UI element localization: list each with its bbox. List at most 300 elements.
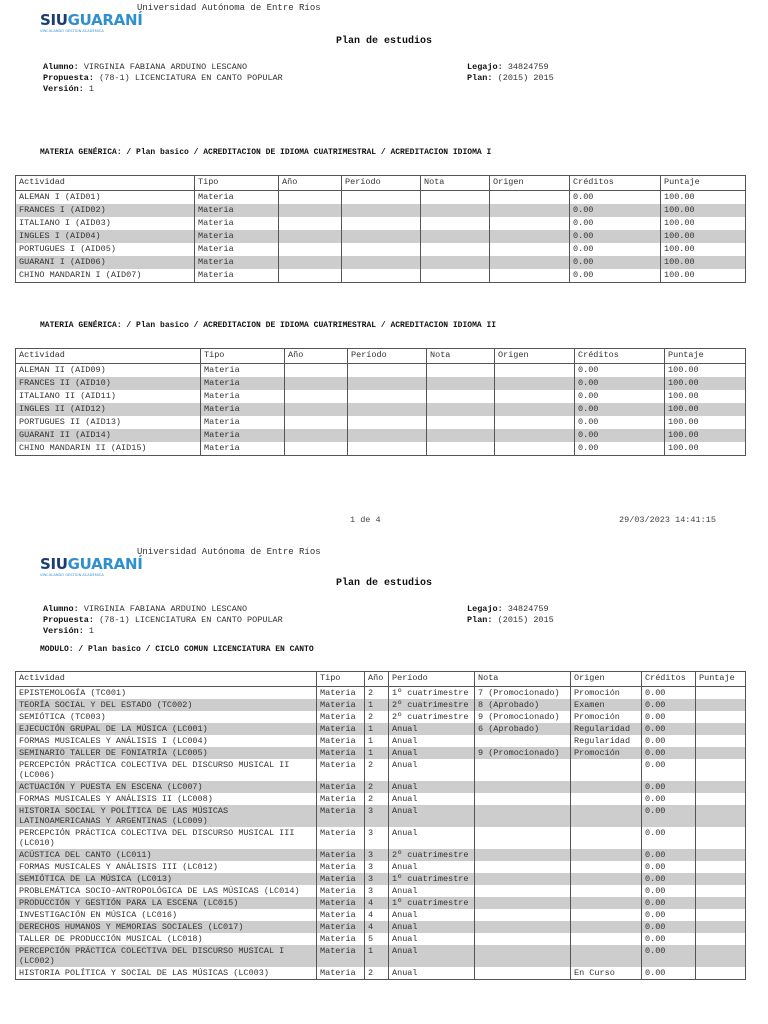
table-row — [16, 759, 746, 781]
section-title-modulo: MODULO: / Plan basico / CICLO COMUN LICENCIATURA EN CANTO — [40, 645, 314, 654]
cell-creditos: 0.00 — [575, 416, 665, 429]
column-header-origen: Origen — [495, 349, 575, 364]
cell-creditos: 0.00 — [575, 377, 665, 390]
cell-puntaje: 100.00 — [661, 256, 746, 269]
cell-nota — [475, 735, 571, 747]
cell-nota — [475, 781, 571, 793]
cell-nota — [475, 897, 571, 909]
cell-puntaje: 100.00 — [665, 364, 746, 378]
table-row — [16, 230, 746, 243]
table-row — [16, 885, 746, 897]
section-title-idioma-2: MATERIA GENÉRICA: / Plan basico / ACREDITACION DE IDIOMA CUATRIMESTRAL / ACREDITACION IDIOMA II — [40, 321, 497, 330]
cell-anio — [285, 390, 348, 403]
table-row — [16, 945, 746, 967]
cell-nota — [427, 429, 495, 442]
logo-guarani-text: GUARANÍ — [67, 555, 143, 573]
cell-creditos: 0.00 — [570, 230, 661, 243]
cell-anio — [279, 256, 342, 269]
cell-periodo — [348, 364, 427, 378]
cell-nota — [475, 793, 571, 805]
page-title: Plan de estudios — [335, 36, 432, 47]
cell-tipo: Materia — [201, 442, 285, 456]
table-row — [16, 793, 746, 805]
cell-creditos: 0.00 — [642, 909, 696, 921]
cell-periodo — [342, 269, 421, 283]
column-header-creditos: Créditos — [575, 349, 665, 364]
university-name: Universidad Autónoma de Entre Ríos — [137, 3, 321, 13]
cell-nota — [421, 269, 490, 283]
cell-origen — [490, 256, 570, 269]
cell-tipo: Materia — [201, 390, 285, 403]
cell-tipo: Materia — [317, 849, 365, 861]
version-label: Versión: — [43, 84, 84, 94]
cell-periodo — [342, 191, 421, 205]
cell-tipo: Materia — [195, 204, 279, 217]
cell-activity: CHINO MANDARIN II (AID15) — [16, 442, 201, 456]
cell-creditos: 0.00 — [575, 429, 665, 442]
table-row — [16, 921, 746, 933]
cell-activity: SEMIÓTICA (TC003) — [16, 711, 317, 723]
cell-periodo: 1º cuatrimestre — [389, 873, 475, 885]
cell-tipo: Materia — [317, 747, 365, 759]
cell-periodo — [342, 256, 421, 269]
column-header-tipo: Tipo — [317, 672, 365, 687]
siu-guarani-logo — [40, 11, 143, 33]
cell-origen — [571, 909, 642, 921]
cell-creditos: 0.00 — [570, 191, 661, 205]
cell-tipo: Materia — [317, 805, 365, 827]
propuesta-label: Propuesta: — [43, 615, 95, 625]
cell-origen — [571, 759, 642, 781]
logo-tagline: VINCULANDO GESTIÓN ACADÉMICA — [40, 29, 104, 33]
cell-activity: PERCEPCIÓN PRÁCTICA COLECTIVA DEL DISCURSO MUSICAL I (LC002) — [16, 945, 317, 967]
table-row — [16, 687, 746, 700]
cell-periodo: Anual — [389, 885, 475, 897]
table-row — [16, 204, 746, 217]
cell-creditos: 0.00 — [642, 793, 696, 805]
legajo-value: 34824759 — [507, 604, 549, 614]
cell-puntaje — [696, 711, 746, 723]
cell-anio: 1 — [365, 747, 389, 759]
cell-anio — [279, 269, 342, 283]
table-row — [16, 364, 746, 378]
cell-nota — [421, 217, 490, 230]
table-row — [16, 699, 746, 711]
cell-nota — [427, 364, 495, 378]
cell-creditos: 0.00 — [642, 897, 696, 909]
cell-puntaje — [696, 793, 746, 805]
table-row — [16, 256, 746, 269]
cell-puntaje — [696, 921, 746, 933]
cell-nota — [475, 759, 571, 781]
table-row — [16, 933, 746, 945]
cell-anio: 3 — [365, 885, 389, 897]
cell-tipo: Materia — [317, 687, 365, 700]
cell-tipo: Materia — [317, 759, 365, 781]
cell-creditos: 0.00 — [570, 256, 661, 269]
propuesta-value: (78-1) LICENCIATURA EN CANTO POPULAR — [99, 615, 283, 625]
logo-siu-text: SIU — [40, 11, 68, 29]
table-header-row — [16, 349, 746, 364]
table-header-row — [16, 672, 746, 687]
cell-nota — [475, 849, 571, 861]
cell-creditos: 0.00 — [642, 921, 696, 933]
logo-siu-text: SIU — [40, 555, 68, 573]
cell-anio: 4 — [365, 897, 389, 909]
cell-tipo: Materia — [201, 403, 285, 416]
cell-periodo: 2º cuatrimestre — [389, 849, 475, 861]
column-header-activity: Actividad — [16, 176, 195, 191]
page-number: 1 de 4 — [350, 515, 381, 525]
cell-puntaje: 100.00 — [665, 416, 746, 429]
cell-anio: 2 — [365, 793, 389, 805]
column-header-nota: Nota — [427, 349, 495, 364]
cell-creditos: 0.00 — [642, 747, 696, 759]
cell-tipo: Materia — [201, 364, 285, 378]
version-value: 1 — [88, 626, 95, 636]
cell-creditos: 0.00 — [642, 711, 696, 723]
legajo-label: Legajo: — [467, 62, 503, 72]
cell-origen — [495, 377, 575, 390]
cell-tipo: Materia — [317, 735, 365, 747]
cell-activity: ITALIANO II (AID11) — [16, 390, 201, 403]
alumno-label: Alumno: — [43, 62, 79, 72]
plan-label: Plan: — [467, 615, 493, 625]
cell-tipo: Materia — [195, 269, 279, 283]
cell-creditos: 0.00 — [575, 390, 665, 403]
cell-puntaje — [696, 933, 746, 945]
print-datetime: 29/03/2023 14:41:15 — [619, 515, 716, 525]
cell-origen — [571, 849, 642, 861]
cell-activity: SEMINARIO TALLER DE FONIATRÍA (LC005) — [16, 747, 317, 759]
cell-periodo: Anual — [389, 921, 475, 933]
section-title-idioma-1: MATERIA GENÉRICA: / Plan basico / ACREDITACION DE IDIOMA CUATRIMESTRAL / ACREDITACION IDIOMA I — [40, 148, 492, 157]
cell-nota — [421, 243, 490, 256]
cell-tipo: Materia — [317, 945, 365, 967]
cell-origen: En Curso — [571, 967, 642, 980]
cell-anio — [279, 243, 342, 256]
cell-creditos: 0.00 — [642, 699, 696, 711]
cell-puntaje: 100.00 — [665, 429, 746, 442]
cell-activity: GUARANI II (AID14) — [16, 429, 201, 442]
cell-activity: EJECUCIÓN GRUPAL DE LA MÚSICA (LC001) — [16, 723, 317, 735]
propuesta-label: Propuesta: — [43, 73, 95, 83]
siu-guarani-logo — [40, 555, 143, 577]
cell-origen — [571, 945, 642, 967]
cell-origen — [490, 269, 570, 283]
column-header-origen: Origen — [571, 672, 642, 687]
legajo-value: 34824759 — [507, 62, 549, 72]
cell-puntaje — [696, 735, 746, 747]
table-row — [16, 723, 746, 735]
cell-nota — [427, 403, 495, 416]
cell-puntaje — [696, 723, 746, 735]
column-header-origen: Origen — [490, 176, 570, 191]
cell-creditos: 0.00 — [642, 827, 696, 849]
cell-tipo: Materia — [195, 230, 279, 243]
cell-tipo: Materia — [317, 723, 365, 735]
cell-nota: 7 (Promocionado) — [475, 687, 571, 700]
cell-nota: 9 (Promocionado) — [475, 711, 571, 723]
table-ciclo-comun — [15, 671, 746, 980]
column-header-nota: Nota — [421, 176, 490, 191]
table-row — [16, 269, 746, 283]
column-header-puntaje: Puntaje — [665, 349, 746, 364]
cell-tipo: Materia — [201, 377, 285, 390]
cell-periodo — [348, 403, 427, 416]
table-row — [16, 735, 746, 747]
column-header-puntaje: Puntaje — [661, 176, 746, 191]
cell-activity: ALEMAN I (AID01) — [16, 191, 195, 205]
cell-anio: 3 — [365, 861, 389, 873]
cell-creditos: 0.00 — [642, 933, 696, 945]
cell-tipo: Materia — [195, 243, 279, 256]
cell-tipo: Materia — [317, 933, 365, 945]
column-header-anio: Año — [285, 349, 348, 364]
cell-anio: 2 — [365, 687, 389, 700]
cell-origen — [571, 885, 642, 897]
cell-nota — [427, 377, 495, 390]
cell-nota — [475, 885, 571, 897]
column-header-nota: Nota — [475, 672, 571, 687]
cell-origen — [490, 230, 570, 243]
cell-anio: 1 — [365, 723, 389, 735]
cell-activity: DERECHOS HUMANOS Y MEMORIAS SOCIALES (LC017) — [16, 921, 317, 933]
cell-anio: 1 — [365, 735, 389, 747]
plan-value: (2015) 2015 — [497, 73, 554, 83]
cell-activity: PERCEPCIÓN PRÁCTICA COLECTIVA DEL DISCURSO MUSICAL III (LC010) — [16, 827, 317, 849]
column-header-tipo: Tipo — [201, 349, 285, 364]
table-row — [16, 217, 746, 230]
cell-creditos: 0.00 — [570, 217, 661, 230]
cell-creditos: 0.00 — [642, 849, 696, 861]
cell-puntaje: 100.00 — [665, 390, 746, 403]
cell-activity: FORMAS MUSICALES Y ANÁLISIS II (LC008) — [16, 793, 317, 805]
cell-creditos: 0.00 — [642, 967, 696, 980]
cell-creditos: 0.00 — [642, 885, 696, 897]
cell-nota — [475, 921, 571, 933]
university-name: Universidad Autónoma de Entre Ríos — [137, 547, 321, 557]
table-row — [16, 827, 746, 849]
table-row — [16, 442, 746, 456]
cell-periodo: 2º cuatrimestre — [389, 711, 475, 723]
cell-periodo — [348, 442, 427, 456]
cell-creditos: 0.00 — [642, 945, 696, 967]
propuesta-value: (78-1) LICENCIATURA EN CANTO POPULAR — [99, 73, 283, 83]
cell-periodo: Anual — [389, 759, 475, 781]
cell-activity: EPISTEMOLOGÍA (TC001) — [16, 687, 317, 700]
cell-activity: FRANCES I (AID02) — [16, 204, 195, 217]
alumno-label: Alumno: — [43, 604, 79, 614]
cell-tipo: Materia — [195, 191, 279, 205]
cell-tipo: Materia — [195, 217, 279, 230]
page-title: Plan de estudios — [335, 578, 432, 589]
cell-creditos: 0.00 — [642, 759, 696, 781]
student-info — [43, 62, 283, 95]
cell-anio — [285, 377, 348, 390]
cell-activity: GUARANI I (AID06) — [16, 256, 195, 269]
cell-puntaje — [696, 805, 746, 827]
cell-origen — [571, 861, 642, 873]
cell-tipo: Materia — [317, 967, 365, 980]
cell-anio: 2 — [365, 711, 389, 723]
cell-activity: INGLES II (AID12) — [16, 403, 201, 416]
cell-anio — [285, 442, 348, 456]
cell-activity: ALEMAN II (AID09) — [16, 364, 201, 378]
cell-puntaje: 100.00 — [661, 191, 746, 205]
cell-puntaje: 100.00 — [665, 403, 746, 416]
table-row — [16, 390, 746, 403]
cell-puntaje — [696, 747, 746, 759]
cell-periodo — [348, 429, 427, 442]
cell-origen — [571, 827, 642, 849]
version-label: Versión: — [43, 626, 84, 636]
cell-periodo: Anual — [389, 967, 475, 980]
cell-anio: 3 — [365, 849, 389, 861]
cell-nota: 9 (Promocionado) — [475, 747, 571, 759]
cell-nota — [475, 805, 571, 827]
cell-tipo: Materia — [201, 416, 285, 429]
cell-puntaje — [696, 909, 746, 921]
cell-puntaje — [696, 781, 746, 793]
cell-activity: INGLES I (AID04) — [16, 230, 195, 243]
cell-activity: TALLER DE PRODUCCIÓN MUSICAL (LC018) — [16, 933, 317, 945]
cell-tipo: Materia — [317, 885, 365, 897]
cell-anio — [279, 204, 342, 217]
table-row — [16, 243, 746, 256]
cell-periodo — [342, 204, 421, 217]
cell-origen — [495, 390, 575, 403]
cell-tipo: Materia — [317, 897, 365, 909]
plan-value: (2015) 2015 — [497, 615, 554, 625]
cell-activity: ITALIANO I (AID03) — [16, 217, 195, 230]
cell-puntaje: 100.00 — [661, 230, 746, 243]
table-row — [16, 711, 746, 723]
logo-tagline: VINCULANDO GESTIÓN ACADÉMICA — [40, 573, 104, 577]
table-idioma-1 — [15, 175, 746, 283]
cell-anio — [285, 429, 348, 442]
column-header-creditos: Créditos — [570, 176, 661, 191]
cell-periodo: Anual — [389, 909, 475, 921]
cell-puntaje — [696, 849, 746, 861]
cell-periodo — [348, 377, 427, 390]
cell-anio — [285, 403, 348, 416]
cell-nota — [427, 416, 495, 429]
cell-periodo: Anual — [389, 933, 475, 945]
cell-nota — [475, 873, 571, 885]
cell-puntaje: 100.00 — [661, 269, 746, 283]
cell-origen — [495, 429, 575, 442]
cell-nota — [475, 933, 571, 945]
cell-periodo: 2º cuatrimestre — [389, 699, 475, 711]
table-row — [16, 747, 746, 759]
cell-creditos: 0.00 — [642, 687, 696, 700]
cell-nota — [421, 204, 490, 217]
cell-activity: FORMAS MUSICALES Y ANÁLISIS III (LC012) — [16, 861, 317, 873]
cell-tipo: Materia — [317, 909, 365, 921]
cell-anio — [279, 217, 342, 230]
cell-tipo: Materia — [201, 429, 285, 442]
cell-anio: 4 — [365, 909, 389, 921]
version-value: 1 — [88, 84, 95, 94]
cell-origen: Regularidad — [571, 723, 642, 735]
cell-nota — [475, 945, 571, 967]
column-header-puntaje: Puntaje — [696, 672, 746, 687]
cell-anio — [279, 191, 342, 205]
cell-nota — [475, 967, 571, 980]
cell-origen — [571, 781, 642, 793]
cell-puntaje: 100.00 — [665, 442, 746, 456]
alumno-value: VIRGINIA FABIANA ARDUINO LESCANO — [83, 62, 248, 72]
cell-tipo: Materia — [195, 256, 279, 269]
cell-periodo — [348, 416, 427, 429]
report-page-2 — [0, 545, 768, 1024]
column-header-periodo: Período — [348, 349, 427, 364]
cell-tipo: Materia — [317, 781, 365, 793]
cell-anio: 4 — [365, 921, 389, 933]
logo-guarani-text: GUARANÍ — [67, 11, 143, 29]
alumno-value: VIRGINIA FABIANA ARDUINO LESCANO — [83, 604, 248, 614]
cell-activity: PORTUGUES II (AID13) — [16, 416, 201, 429]
cell-periodo: Anual — [389, 861, 475, 873]
table-row — [16, 377, 746, 390]
cell-puntaje: 100.00 — [665, 377, 746, 390]
student-record-info — [467, 62, 554, 84]
cell-anio: 2 — [365, 781, 389, 793]
cell-origen — [571, 921, 642, 933]
cell-activity: INVESTIGACIÓN EN MÚSICA (LC016) — [16, 909, 317, 921]
cell-creditos: 0.00 — [642, 873, 696, 885]
cell-periodo: 1º cuatrimestre — [389, 897, 475, 909]
table-row — [16, 873, 746, 885]
column-header-tipo: Tipo — [195, 176, 279, 191]
cell-activity: TEORÍA SOCIAL Y DEL ESTADO (TC002) — [16, 699, 317, 711]
cell-puntaje: 100.00 — [661, 204, 746, 217]
cell-tipo: Materia — [317, 827, 365, 849]
cell-activity: PORTUGUES I (AID05) — [16, 243, 195, 256]
cell-nota: 6 (Aprobado) — [475, 723, 571, 735]
cell-tipo: Materia — [317, 699, 365, 711]
column-header-periodo: Período — [342, 176, 421, 191]
cell-puntaje — [696, 699, 746, 711]
table-row — [16, 897, 746, 909]
cell-periodo — [342, 217, 421, 230]
cell-creditos: 0.00 — [642, 861, 696, 873]
cell-puntaje — [696, 861, 746, 873]
cell-puntaje — [696, 945, 746, 967]
cell-periodo: Anual — [389, 827, 475, 849]
cell-origen: Examen — [571, 699, 642, 711]
cell-creditos: 0.00 — [642, 781, 696, 793]
cell-origen: Promoción — [571, 687, 642, 700]
cell-origen — [571, 793, 642, 805]
cell-puntaje: 100.00 — [661, 217, 746, 230]
cell-nota — [421, 191, 490, 205]
cell-origen: Promoción — [571, 747, 642, 759]
cell-nota — [475, 827, 571, 849]
cell-origen — [495, 442, 575, 456]
cell-activity: PERCEPCIÓN PRÁCTICA COLECTIVA DEL DISCURSO MUSICAL II (LC006) — [16, 759, 317, 781]
column-header-anio: Año — [279, 176, 342, 191]
cell-periodo — [342, 243, 421, 256]
cell-anio: 3 — [365, 827, 389, 849]
cell-origen — [490, 243, 570, 256]
column-header-activity: Actividad — [16, 672, 317, 687]
cell-origen: Promoción — [571, 711, 642, 723]
cell-puntaje: 100.00 — [661, 243, 746, 256]
column-header-activity: Actividad — [16, 349, 201, 364]
cell-nota: 8 (Aprobado) — [475, 699, 571, 711]
